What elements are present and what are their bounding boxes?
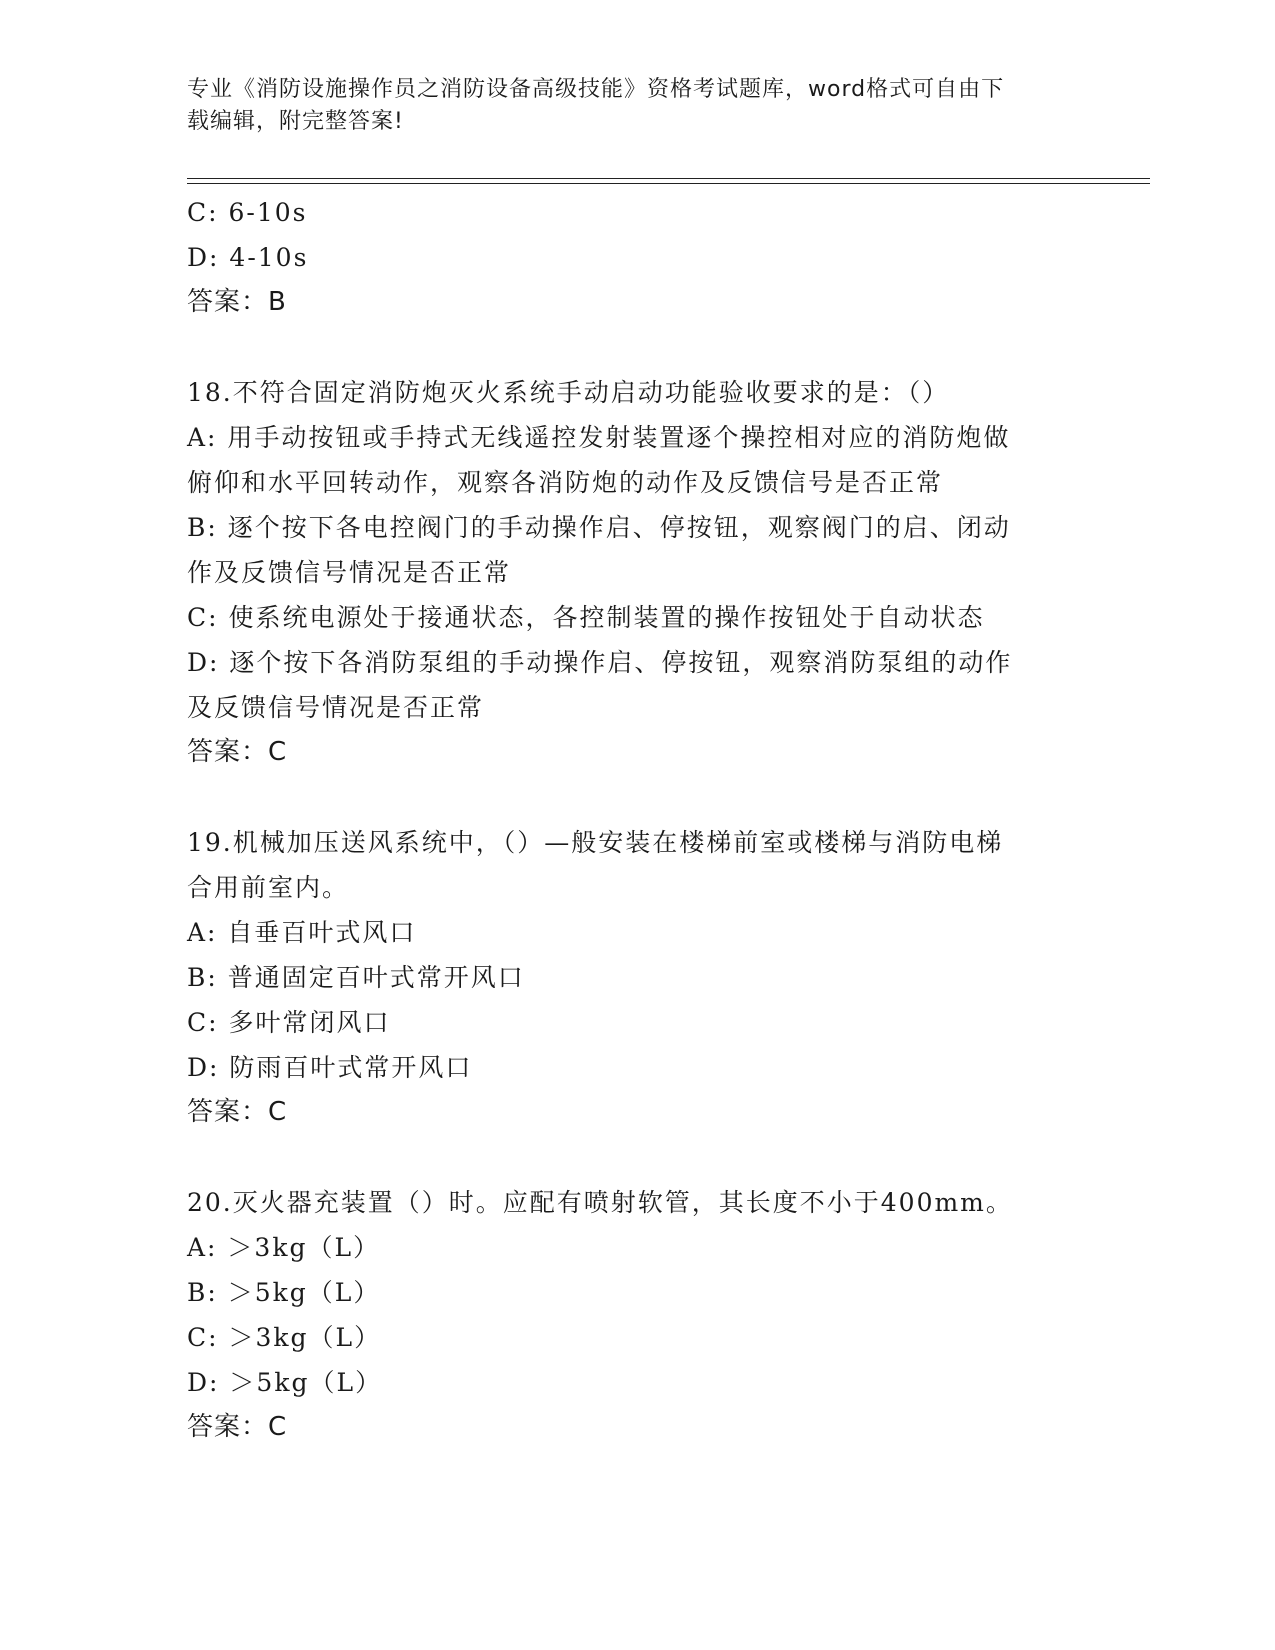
question-stem: 20.灭火器充装置（）时。应配有喷射软管，其长度不小于400mm。 xyxy=(187,1188,1013,1217)
option-a-continued: 俯仰和水平回转动作，观察各消防炮的动作及反馈信号是否正常 xyxy=(187,468,944,497)
option-b-continued: 作及反馈信号情况是否正常 xyxy=(187,558,512,587)
option-b: B: ＞5kg（L） xyxy=(187,1278,381,1307)
spacer xyxy=(187,775,1087,820)
answer-line: 答案：C xyxy=(187,1097,288,1127)
option-a: A: 自垂百叶式风口 xyxy=(187,918,417,947)
header-line-1: 专业《消防设施操作员之消防设备高级技能》资格考试题库，word格式可自由下 xyxy=(187,77,1005,102)
question-stem: 19.机械加压送风系统中，（）—般安装在楼梯前室或楼梯与消防电梯 xyxy=(187,828,1004,857)
option-c: C: 多叶常闭风口 xyxy=(187,1008,391,1037)
document-header xyxy=(187,74,1087,138)
answer-line: 答案：C xyxy=(187,737,288,767)
header-line-2: 载编辑，附完整答案! xyxy=(187,109,404,134)
question-17-tail xyxy=(187,190,1087,325)
document-body xyxy=(187,190,1087,1450)
option-c: C: 使系统电源处于接通状态，各控制装置的操作按钮处于自动状态 xyxy=(187,603,985,632)
option-c: C: ＞3kg（L） xyxy=(187,1323,382,1352)
question-stem: 18.不符合固定消防炮灭火系统手动启动功能验收要求的是：（） xyxy=(187,378,950,407)
answer-line: 答案：C xyxy=(187,1412,288,1442)
question-18 xyxy=(187,370,1087,775)
option-d-continued: 及反馈信号情况是否正常 xyxy=(187,693,485,722)
question-stem-continued: 合用前室内。 xyxy=(187,873,350,902)
spacer xyxy=(187,325,1087,370)
option-d: D: 4-10s xyxy=(187,243,309,272)
option-a: A: 用手动按钮或手持式无线遥控发射装置逐个操控相对应的消防炮做 xyxy=(187,423,1011,452)
option-d: D: 防雨百叶式常开风口 xyxy=(187,1053,473,1082)
question-19 xyxy=(187,820,1087,1135)
answer-line: 答案：B xyxy=(187,287,287,317)
option-c: C: 6-10s xyxy=(187,198,308,227)
question-20 xyxy=(187,1180,1087,1450)
option-a: A: ＞3kg（L） xyxy=(187,1233,381,1262)
option-b: B: 逐个按下各电控阀门的手动操作启、停按钮，观察阀门的启、闭动 xyxy=(187,513,1011,542)
header-divider-bottom xyxy=(187,183,1150,184)
option-b: B: 普通固定百叶式常开风口 xyxy=(187,963,525,992)
option-d: D: ＞5kg（L） xyxy=(187,1368,383,1397)
spacer xyxy=(187,1135,1087,1180)
option-d: D: 逐个按下各消防泵组的手动操作启、停按钮，观察消防泵组的动作 xyxy=(187,648,1013,677)
header-divider-top xyxy=(187,178,1150,179)
